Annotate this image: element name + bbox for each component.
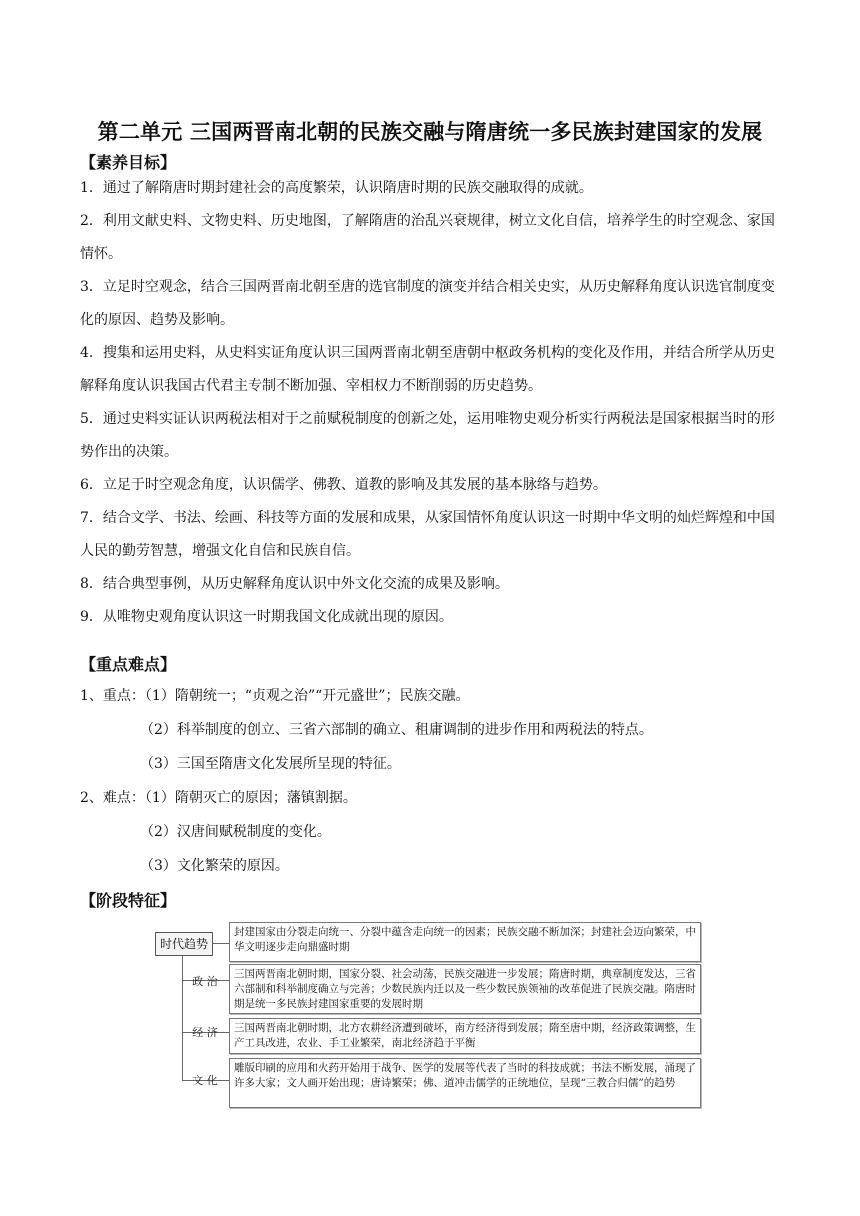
category-content: 三国两晋南北朝时期，北方农耕经济遭到破坏，南方经济得到发展；隋至唐中期，经济政策调整，生产工具改进，农业、手工业繁荣，南北经济趋于平衡 [229,1018,701,1054]
focus-line [80,686,469,706]
focus-item: （2）科举制度的创立、三省六部制的确立、租庸调制的进步作用和两税法的特点。 [140,722,653,738]
goal-item: 6．立足于时空观念角度，认识儒学、佛教、道教的影响及其发展的基本脉络与趋势。 [80,477,607,493]
goal-item: 8．结合典型事例，从历史解释角度认识中外文化交流的成果及影响。 [80,576,509,592]
trend-label: 时代趋势 [155,932,213,956]
focus-prefix: 1、重点： [80,688,145,704]
category-content: 雕版印刷的应用和火药开始用于战争、医学的发展等代表了当时的科技成就；书法不断发展，涌现了许多大家；文人画开始出现；唐诗繁荣；佛、道冲击儒学的正统地位，呈现“三教合归儒”的趋势 [229,1058,701,1108]
difficulty-line [80,788,357,808]
goal-item: 4．搜集和运用史料，从史料实证角度认识三国两晋南北朝至唐朝中枢政务机构的变化及作用，并结合所学从历史解释角度认识我国古代君主专制不断加强、宰相权力不断削弱的历史趋势。 [80,345,775,394]
goal-item: 7．结合文学、书法、绘画、科技等方面的发展和成果，从家国情怀角度认识这一时期中华文明的灿烂辉煌和中国人民的勤劳智慧，增强文化自信和民族自信。 [80,510,775,559]
focus-item: （3）三国至隋唐文化发展所呈现的特征。 [140,756,401,772]
category-label: 政 治 [192,975,218,988]
connector-line [212,943,229,944]
difficulty-item: （3）文化繁荣的原因。 [140,858,289,874]
connector-line [182,956,183,1080]
goals-list [80,172,786,634]
category-content: 三国两晋南北朝时期，国家分裂、社会动荡，民族交融进一步发展；隋唐时期，典章制度发达，三省六部制和科举制度确立与完善；少数民族内迁以及一些少数民族领袖的改革促进了民族交融。隋唐时期是统一多民族封建国家重要的发展时期 [229,964,701,1014]
difficulty-prefix: 2、难点： [80,790,145,806]
goal-item: 5．通过史料实证认识两税法相对于之前赋税制度的创新之处，运用唯物史观分析实行两税法是国家根据当时的形势作出的决策。 [80,411,775,460]
category-label: 文 化 [192,1074,218,1087]
stage-heading: 【阶段特征】 [80,891,177,910]
focus-item: （1）隋朝统一；“贞观之治”“开元盛世”；民族交融。 [144,688,470,704]
difficulty-item: （1）隋朝灭亡的原因；藩镇割据。 [144,790,357,806]
goal-item: 2．利用文献史料、文物史料、历史地图，了解隋唐的治乱兴衰规律，树立文化自信，培养学生的时空观念、家国情怀。 [80,213,775,262]
goals-heading: 【素养目标】 [80,153,177,172]
difficulty-item: （2）汉唐间赋税制度的变化。 [140,824,331,840]
stage-diagram [155,918,703,1114]
key-points-heading: 【重点难点】 [80,655,177,674]
unit-title: 第二单元 三国两晋南北朝的民族交融与隋唐统一多民族封建国家的发展 [97,120,763,144]
trend-content: 封建国家由分裂走向统一、分裂中蕴含走向统一的因素；民族交融不断加深；封建社会迈向繁荣，中华文明逐步走向鼎盛时期 [229,922,701,962]
goal-item: 1．通过了解隋唐时期封建社会的高度繁荣，认识隋唐时期的民族交融取得的成就。 [80,180,593,196]
category-label: 经 济 [192,1026,218,1039]
goal-item: 3．立足时空观念，结合三国两晋南北朝至唐的选官制度的演变并结合相关史实，从历史解释角度认识选官制度变化的原因、趋势及影响。 [80,279,775,328]
goal-item: 9．从唯物史观角度认识这一时期我国文化成就出现的原因。 [80,609,453,625]
